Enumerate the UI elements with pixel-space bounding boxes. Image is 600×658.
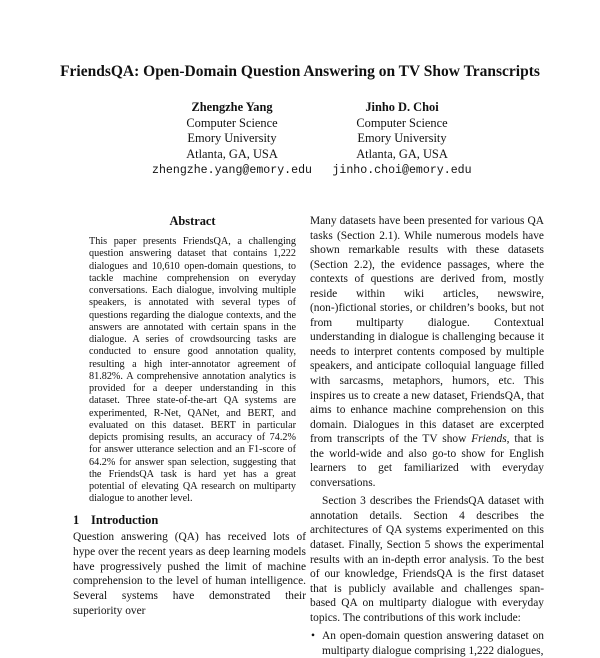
paper-title: FriendsQA: Open-Domain Question Answering on TV Show Transcripts [60, 63, 540, 80]
paragraph-text: , that is the world-wide and also go-to show for English learners to get familiarized with everyday conversations. [310, 433, 544, 489]
author-email: jinho.choi@emory.edu [332, 163, 472, 177]
author-university: Emory University [357, 131, 447, 146]
section-heading [73, 513, 303, 528]
section-title: Introduction [91, 513, 159, 527]
show-name: Friends [471, 433, 507, 446]
author-location: Atlanta, GA, USA [186, 147, 278, 162]
paragraph: Section 3 describes the FriendsQA dataset with annotation details. Section 4 describes the architectures of QA systems experimented on this dataset. Finally, Section 5 shows the experimental results with an in-depth error analysis. To the best of our knowledge, FriendsQA is the first dataset that is publicly available and challenges span-based QA on multiparty dialogue with everyday topics. The contributions of this work include: [310, 495, 544, 624]
author-name: Jinho D. Choi [365, 100, 439, 114]
right-column [310, 214, 544, 658]
author-department: Computer Science [356, 115, 448, 130]
abstract-text: This paper presents FriendsQA, a challenging question answering dataset that contains 1,222 dialogues and 10,610 open-domain questions, to tackle machine comprehension on everyday conversations. Each dialogue, involving multiple speakers, is annotated with several types of questions regarding the dialogue contexts, and the answers are annotated with certain spans in the dialogue. A series of crowdsourcing tasks are conducted to ensure good annotation quality, resulting a high inter-annotator agreement of 81.82%. A comprehensive annotation analytics is provided for a deeper understanding in this dataset. Three state-of-the-art QA systems are experimented, R-Net, QANet, and BERT, and evaluated on this dataset. BERT in particular depicts promising results, an accuracy of 74.2% for answer utterance selection and an F1-score of 64.2% for answer span selection, suggesting that the FriendsQA task is hard yet has a great potential of elevating QA research on multiparty dialogue to another level. [89, 236, 296, 505]
author-block [302, 100, 502, 179]
author-department: Computer Science [186, 115, 278, 130]
bullet-icon: • [311, 630, 315, 643]
author-location: Atlanta, GA, USA [356, 147, 448, 162]
list-item-text: An open-domain question answering dataset on multiparty dialogue comprising 1,222 dialogues, [322, 630, 544, 657]
paragraph [310, 214, 544, 490]
abstract-heading: Abstract [169, 214, 216, 228]
author-university: Emory University [187, 131, 277, 146]
introduction-text: Question answering (QA) has received lots of hype over the recent years as deep learning models have progressively pushed the limit of machine comprehension to the level of human intelligence. Several systems have demonstrated their superiority over [73, 531, 306, 617]
list-item [311, 629, 544, 658]
author-name: Zhengzhe Yang [191, 100, 273, 114]
section-number: 1 [73, 513, 80, 527]
contribution-list [310, 629, 544, 658]
abstract-body [89, 236, 296, 506]
author-email: zhengzhe.yang@emory.edu [151, 163, 313, 177]
paragraph-text: Many datasets have been presented for various QA tasks (Section 2.1). While numerous models have shown remarkable results with these datasets (Section 2.2), the evidence passages, where the contexts of questions are derived from, mostly reside within wiki articles, newswire, (non-)fictional stories, or children’s books, but not from multiparty dialogue. Contextual understanding in dialogue is challenging because it needs to interpret contents composed by multiple speakers, and anticipate colloquial language filled with sarcasms, metaphors, humors, etc. This inspires us to create a new dataset, FriendsQA, that aims to enhance machine comprehension on this domain. Dialogues in this dataset are excerpted from transcripts of the TV show [310, 215, 544, 446]
introduction-body [73, 530, 306, 619]
